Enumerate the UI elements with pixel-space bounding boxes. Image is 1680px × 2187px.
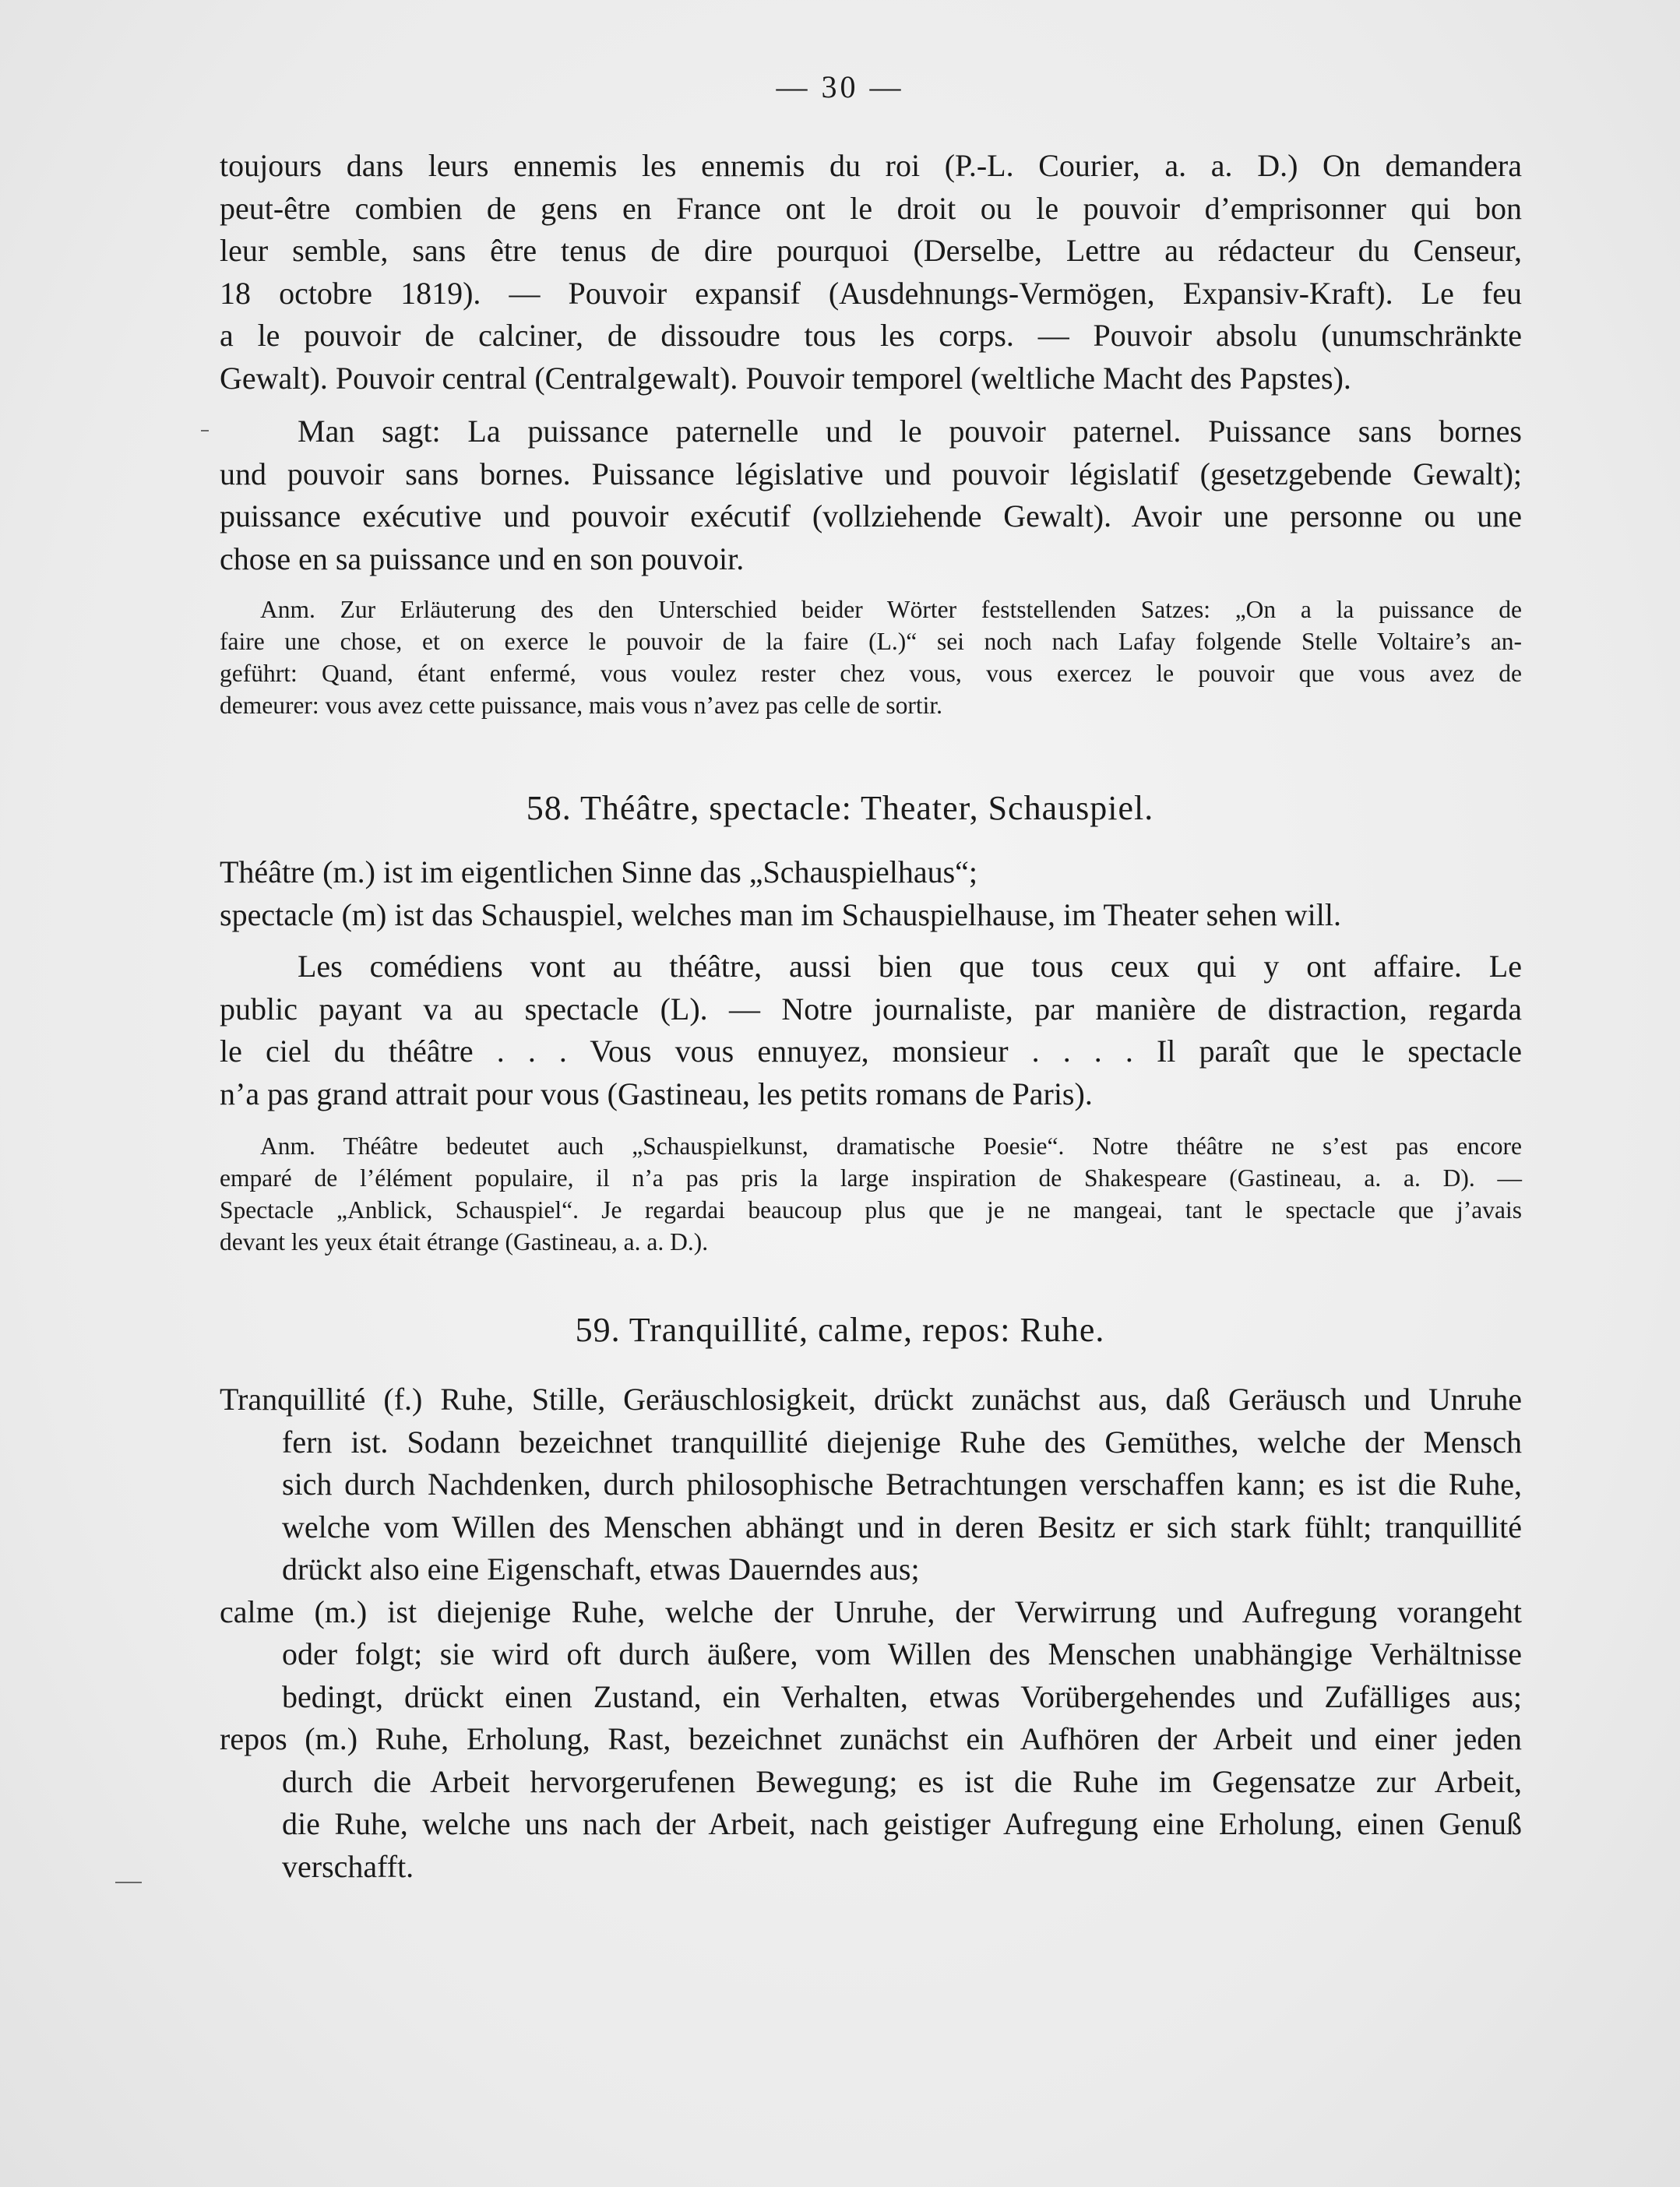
text-line: calme (m.) ist diejenige Ruhe, welche der Unruhe, der Verwirrung und Aufregung vorangeht [220, 1594, 1522, 1629]
note-line: emparé de l’élément populaire, il n’a pas pris la large inspiration de Shakespeare (Gastineau, a. a. D). — [220, 1164, 1522, 1192]
text-line: Théâtre (m.) ist im eigentlichen Sinne das „Schauspielhaus“; [220, 854, 978, 889]
text-line: le ciel du théâtre . . . Vous vous ennuyez, monsieur . . . . Il paraît que le spectacle [220, 1034, 1522, 1069]
note-puissance [220, 593, 1522, 721]
text-line: Tranquillité (f.) Ruhe, Stille, Geräuschlosigkeit, drückt zunächst aus, daß Geräusch und Unruhe [220, 1382, 1522, 1417]
section-heading-59: 59. Tranquillité, calme, repos: Ruhe. [575, 1311, 1105, 1349]
paragraph-58 [220, 946, 1522, 1115]
note-58 [220, 1130, 1522, 1258]
note-line: Anm. Zur Erläuterung des den Unterschied beider Wörter feststellenden Satzes: „On a la puissance de [260, 596, 1522, 623]
text-line: oder folgt; sie wird oft durch äußere, vom Willen des Menschen unabhängige Verhältnisse [282, 1636, 1522, 1671]
text-line: Les comédiens vont au théâtre, aussi bien que tous ceux qui y ont affaire. Le [298, 949, 1522, 984]
text-line: 18 octobre 1819). — Pouvoir expansif (Ausdehnungs-Vermögen, Expansiv-Kraft). Le feu [220, 275, 1522, 311]
text-line: puissance exécutive und pouvoir exécutif (vollziehende Gewalt). Avoir une personne ou une [220, 498, 1522, 534]
margin-mark [115, 1882, 142, 1883]
text-line: public payant va au spectacle (L). — Notre journaliste, par manière de distraction, regarda [220, 991, 1522, 1027]
text-line: chose en sa puissance und en son pouvoir. [220, 541, 745, 576]
text-line: n’a pas grand attrait pour vous (Gastineau, les petits romans de Paris). [220, 1076, 1093, 1111]
note-line: Spectacle „Anblick, Schauspiel“. Je regardai beaucoup plus que je ne mangeai, tant le spectacle que j’avais [220, 1196, 1522, 1224]
margin-mark [201, 430, 209, 431]
text-line: drückt also eine Eigenschaft, etwas Dauerndes aus; [282, 1551, 920, 1587]
text-line: bedingt, drückt einen Zustand, ein Verhalten, etwas Vorübergehendes und Zufälliges aus; [282, 1678, 1522, 1714]
paragraph-pouvoir [220, 145, 1522, 400]
note-line: devant les yeux était étrange (Gastineau, a. a. D.). [220, 1228, 709, 1256]
definition-58 [220, 851, 1522, 936]
text-line: toujours dans leurs ennemis les ennemis du roi (P.-L. Courier, a. a. D.) On demandera [220, 148, 1522, 183]
note-line: Anm. Théâtre bedeutet auch „Schauspielkunst, dramatische Poesie“. Notre théâtre ne s’est pas encore [260, 1132, 1522, 1160]
text-line: leur semble, sans être tenus de dire pourquoi (Derselbe, Lettre au rédacteur du Censeur, [220, 233, 1522, 268]
text-line: peut-être combien de gens en France ont le droit ou le pouvoir d’emprisonner qui bon [220, 190, 1522, 226]
text-line: durch die Arbeit hervorgerufenen Bewegung; es ist die Ruhe im Gegensatze zur Arbeit, [282, 1763, 1522, 1799]
page-number: — 30 — [776, 69, 904, 104]
text-line: Gewalt). Pouvoir central (Centralgewalt). Pouvoir temporel (weltliche Macht des Papstes). [220, 360, 1351, 396]
text-line: die Ruhe, welche uns nach der Arbeit, nach geistiger Aufregung eine Erholung, einen Genuß [282, 1806, 1522, 1841]
paragraph-puissance [220, 410, 1522, 580]
text-line: verschafft. [282, 1848, 414, 1884]
definition-59 [220, 1379, 1522, 1888]
text-line: fern ist. Sodann bezeichnet tranquillité diejenige Ruhe des Gemüthes, welche der Mensch [282, 1424, 1522, 1460]
note-line: geführt: Quand, étant enfermé, vous voulez rester chez vous, vous exercez le pouvoir que vous avez de [220, 660, 1522, 687]
text-line: repos (m.) Ruhe, Erholung, Rast, bezeichnet zunächst ein Aufhören der Arbeit und einer jeden [220, 1721, 1522, 1756]
note-line: demeurer: vous avez cette puissance, mais vous n’avez pas celle de sortir. [220, 692, 943, 719]
text-line: Man sagt: La puissance paternelle und le pouvoir paternel. Puissance sans bornes [298, 414, 1522, 449]
text-line: sich durch Nachdenken, durch philosophische Betrachtungen verschaffen kann; es ist die Ruhe, [282, 1467, 1522, 1502]
text-line: a le pouvoir de calciner, de dissoudre tous les corps. — Pouvoir absolu (unumschränkte [220, 318, 1522, 353]
text-line: spectacle (m) ist das Schauspiel, welches man im Schauspielhause, im Theater sehen will. [220, 896, 1341, 932]
text-line: und pouvoir sans bornes. Puissance législative und pouvoir législatif (gesetzgebende Gewalt); [220, 456, 1522, 491]
text-line: welche vom Willen des Menschen abhängt und in deren Besitz er sich stark fühlt; tranquillité [282, 1509, 1522, 1544]
note-line: faire une chose, et on exerce le pouvoir de la faire (L.)“ sei noch nach Lafay folgende Stelle Voltaire’s an- [220, 628, 1522, 655]
section-heading-58: 58. Théâtre, spectacle: Theater, Schauspiel. [526, 789, 1154, 827]
